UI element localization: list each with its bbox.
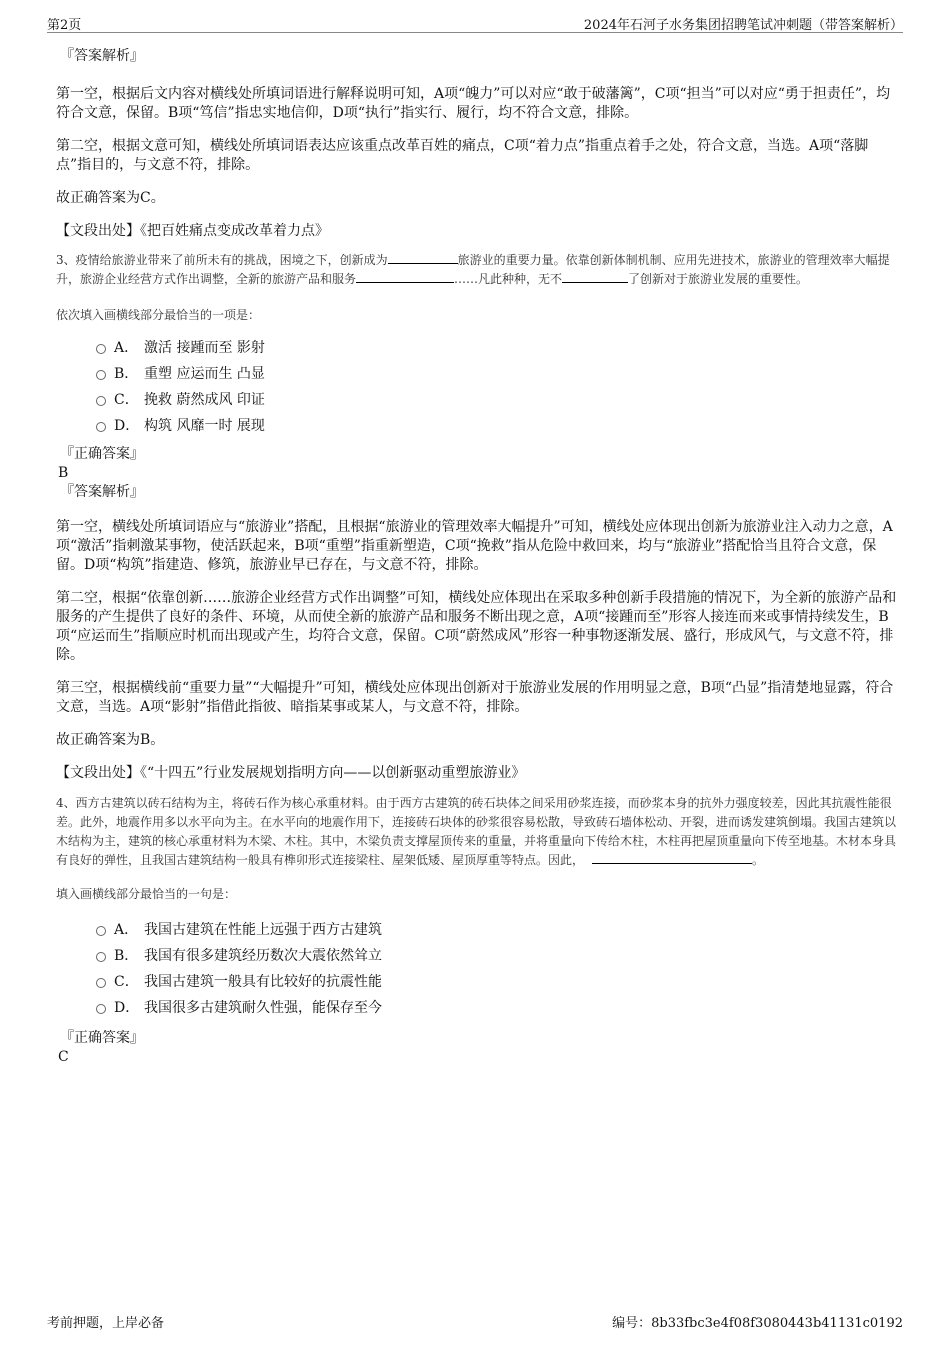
page-header xyxy=(47,14,903,33)
q3-blank-2 xyxy=(356,270,454,283)
q4-option-c[interactable]: C． 我国古建筑一般具有比较好的抗震性能 xyxy=(56,969,898,995)
q4-stem-b: 。 xyxy=(752,853,765,867)
radio-icon[interactable] xyxy=(96,396,106,406)
q3-option-c[interactable]: C． 挽救 蔚然成风 印证 xyxy=(56,387,898,413)
q3-source: 【文段出处】《“十四五”行业发展规划指明方向——以创新驱动重塑旅游业》 xyxy=(56,765,526,781)
q4-stem xyxy=(56,794,898,870)
radio-icon[interactable] xyxy=(96,1004,106,1014)
q3-stem-c: ……凡此种种，无不 xyxy=(454,272,563,286)
page-footer xyxy=(47,1312,903,1330)
q3-analysis-p3: 第三空，根据横线前“重要力量”“大幅提升”可知，横线处应体现出创新对于旅游业发展的作用明显之意，B项“凸显”指清楚地显露，符合文意，当选。A项“影射”指借此指彼、暗指某事或某人，与文意不符，排除。 xyxy=(56,680,894,715)
q4-option-b[interactable]: B． 我国有很多建筑经历数次大震依然耸立 xyxy=(56,943,898,969)
q3-conclusion: 故正确答案为B。 xyxy=(56,732,165,748)
q3-analysis-p1: 第一空，横线处所填词语应与“旅游业”搭配，且根据“旅游业的管理效率大幅提升”可知，横线处应体现出创新为旅游业注入动力之意，A项“激活”指刺激某事物，使活跃起来，B项“重塑”指重新塑造，C项“挽救”指从危险中救回来，均与“旅游业”搭配恰当且符合文意，保留。D项“构筑”指建造、修筑，旅游业早已存在，与文意不符，排除。 xyxy=(56,519,893,573)
q3-stem-d: 了创新对于旅游业发展的重要性。 xyxy=(628,272,809,286)
q2-conclusion: 故正确答案为C。 xyxy=(56,190,165,206)
q4-option-d[interactable]: D． 我国很多古建筑耐久性强，能保存至今 xyxy=(56,995,898,1021)
q3-option-a[interactable]: A． 激活 接踵而至 影射 xyxy=(56,335,898,361)
q2-analysis-p1: 第一空，根据后文内容对横线处所填词语进行解释说明可知，A项“魄力”可以对应“敢于破藩篱”，C项“担当”可以对应“勇于担责任”，均符合文意，保留。B项“笃信”指忠实地信仰，D项“执行”指实行、履行，均不符合文意，排除。 xyxy=(56,86,891,121)
q3-prompt: 依次填入画横线部分最恰当的一项是： xyxy=(56,308,261,322)
q4-answer-label: 『正确答案』 xyxy=(60,1030,144,1046)
q3-stem-b: 旅游业的重要力量。依靠创新体制机制、应用先进技术，旅游业的管理效率大幅提升，旅游企业经营方式作出调整，全新的旅游产品和服务 xyxy=(56,253,890,286)
q3-option-d[interactable]: D． 构筑 风靡一时 展现 xyxy=(56,413,898,439)
q3-option-b[interactable]: B． 重塑 应运而生 凸显 xyxy=(56,361,898,387)
q3-blank-3 xyxy=(562,270,628,283)
q4-answer: C xyxy=(58,1049,69,1065)
radio-icon[interactable] xyxy=(96,978,106,988)
q3-options xyxy=(56,335,898,439)
page-content xyxy=(56,40,898,1067)
q3-stem-a: 3、疫情给旅游业带来了前所未有的挑战，困境之下，创新成为 xyxy=(56,253,388,267)
q3-analysis-p2: 第二空，根据“依靠创新……旅游企业经营方式作出调整”可知，横线处应体现出在采取多种创新手段措施的情况下，为全新的旅游产品和服务的产生提供了良好的条件、环境，从而使全新的旅游产品和服务不断出现之意，A项“接踵而至”形容人接连而来或事情持续发生，B项“应运而生”指顺应时机而出现或产生，均符合文意，保留。C项“蔚然成风”形容一种事物逐渐发展、盛行，形成风气，与文意不符，排除。 xyxy=(56,590,897,663)
document-id: 编号：8b33fbc3e4f08f3080443b41131c0192 xyxy=(612,1316,903,1331)
q3-answer-label: 『正确答案』 xyxy=(60,446,144,462)
q4-stem-a: 4、西方古建筑以砖石结构为主，将砖石作为核心承重材料。由于西方古建筑的砖石块体之间采用砂浆连接，而砂浆本身的抗外力强度较差，因此其抗震性能很差。此外，地震作用多以水平向为主。在水平向的地震作用下，连接砖石块体的砂浆很容易松散，导致砖石墙体松动、开裂，进而诱发建筑倒塌。我国古建筑以木结构为主，建筑的核心承重材料为木梁、木柱。其中，木梁负责支撑屋顶传来的重量，并将重量向下传给木柱，木柱再把屋顶重量向下传至地基。木材本身具有良好的弹性，且我国古建筑结构一般具有榫卯形式连接梁柱、屋架低矮、屋顶厚重等特点。因此， xyxy=(56,796,897,867)
radio-icon[interactable] xyxy=(96,370,106,380)
radio-icon[interactable] xyxy=(96,952,106,962)
q4-options xyxy=(56,917,898,1021)
q2-analysis-label: 『答案解析』 xyxy=(60,48,144,64)
q2-source: 【文段出处】《把百姓痛点变成改革着力点》 xyxy=(56,223,329,239)
q4-prompt: 填入画横线部分最恰当的一句是： xyxy=(56,887,237,901)
q2-analysis-p2: 第二空，根据文意可知，横线处所填词语表达应该重点改革百姓的痛点，C项“着力点”指重点着手之处，符合文意，当选。A项“落脚点”指目的，与文意不符，排除。 xyxy=(56,138,869,173)
q4-option-a[interactable]: A． 我国古建筑在性能上远强于西方古建筑 xyxy=(56,917,898,943)
footer-slogan: 考前押题，上岸必备 xyxy=(47,1316,165,1331)
page-number: 第2页 xyxy=(47,18,82,33)
q3-analysis-label: 『答案解析』 xyxy=(60,484,144,500)
radio-icon[interactable] xyxy=(96,422,106,432)
q3-blank-1 xyxy=(388,251,458,264)
radio-icon[interactable] xyxy=(96,926,106,936)
q3-stem xyxy=(56,251,898,289)
q3-answer: B xyxy=(58,465,69,481)
document-title: 2024年石河子水务集团招聘笔试冲刺题（带答案解析） xyxy=(583,18,903,33)
q4-blank xyxy=(592,851,752,864)
radio-icon[interactable] xyxy=(96,344,106,354)
